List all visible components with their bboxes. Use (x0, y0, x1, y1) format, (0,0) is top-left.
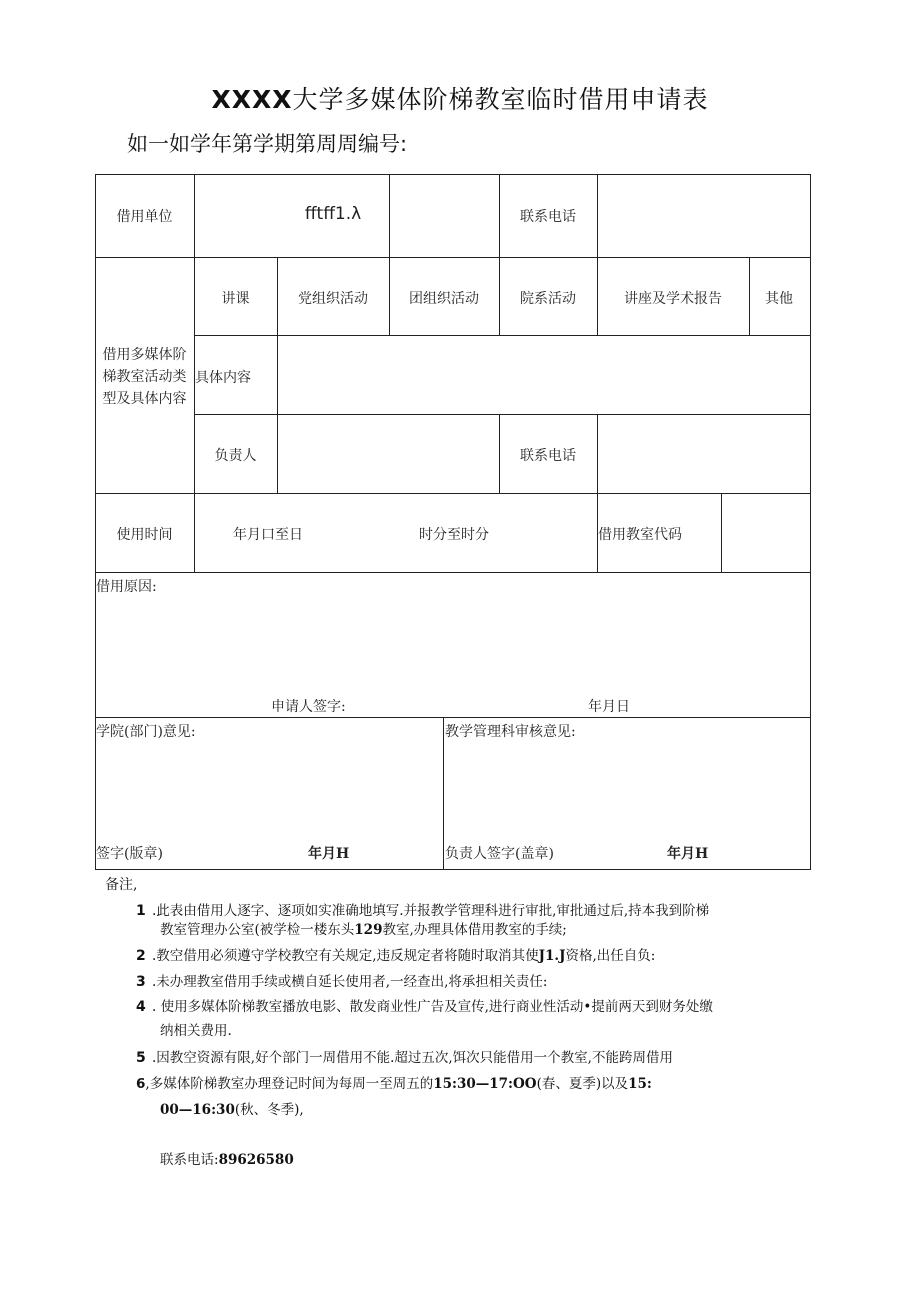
note-text (160, 1099, 304, 1121)
note-text: .因教空资源有限,好个部门一周借用不能.超过五次,饵次只能借用一个教室,不能跨周借用 (152, 1050, 673, 1066)
contact-phone-label: 联系电话 (520, 209, 576, 225)
note-number: 1 (136, 903, 146, 919)
note-number: 4 (136, 999, 146, 1015)
college-signature-label: 签字(版章) (96, 846, 163, 862)
college-date-label: 年月H (308, 846, 350, 862)
office-date-label: 年月H (667, 846, 709, 862)
row-divider (194, 414, 810, 415)
contact-label: 联系电话: (160, 1152, 219, 1168)
note-text-part: 教室管理办公室(被学检一楼东头 (160, 922, 355, 938)
col-divider (597, 414, 598, 573)
note-number: 6 (136, 1076, 146, 1092)
note-text (160, 919, 567, 941)
applicant-date-label: 年月日 (588, 699, 630, 715)
note-text-bold: 129 (354, 922, 383, 938)
note-text-bold: J1.J (538, 948, 566, 964)
col-divider (443, 717, 444, 869)
row-divider (95, 572, 810, 573)
note-text: 纳相关费用. (160, 1023, 232, 1039)
activity-type-label: 借用多媒体阶梯教室活动类型及具体内容 (102, 347, 187, 407)
note-text: .未办理教室借用手续或横自延长使用者,一经查出,将承担相关责任: (152, 974, 548, 990)
note-text: . 使用多媒体阶梯教室播放电影、散发商业性广告及宣传,进行商业性活动•提前两天到财务处缴 (152, 999, 713, 1015)
title-prefix: XXXX (211, 85, 293, 114)
contact-line (160, 1149, 294, 1171)
note-text (136, 1073, 652, 1095)
col-divider (721, 493, 722, 573)
col-divider (597, 174, 598, 336)
note-text: .此表由借用人逐字、逐项如实准确地填写.并报教学管理科进行审批,审批通过后,持本我到阶梯 (152, 903, 710, 919)
specific-content-label: 具体内容 (195, 370, 251, 386)
note-text (152, 945, 655, 967)
note-text-part: 教室,办理具体借用教室的手续; (382, 922, 567, 938)
activity-type-league[interactable]: 团组织活动 (409, 291, 479, 307)
activity-phone-label: 联系电话 (520, 448, 576, 464)
col-divider (499, 174, 500, 336)
borrow-reason-label: 借用原因: (96, 579, 157, 595)
classroom-code-label: 借用教室代码 (598, 527, 682, 543)
note-number: 3 (136, 974, 146, 990)
usage-time-label: 使用时间 (116, 527, 173, 543)
note-number: 5 (136, 1050, 146, 1066)
usage-date-range[interactable]: 年月口至日 (233, 527, 303, 543)
note-text-bold: 15:30—17:OO (433, 1076, 537, 1092)
note-number: 2 (136, 948, 146, 964)
col-divider (389, 174, 390, 258)
page-title (0, 80, 920, 116)
note-text-part: (秋、冬季), (234, 1102, 304, 1118)
office-opinion-label: 教学管理科审核意见: (445, 724, 576, 740)
usage-hour-range[interactable]: 时分至时分 (419, 527, 489, 543)
row-divider (95, 257, 810, 258)
note-text-part: (春、夏季)以及 (536, 1076, 629, 1092)
note-text-part: 资格,出任自负: (565, 948, 656, 964)
semester-line: 如一如学年第学期第周周编号: (127, 132, 408, 156)
person-in-charge-label: 负责人 (214, 448, 257, 464)
activity-type-lecture[interactable]: 讲课 (221, 291, 250, 307)
notes-heading: 备注, (105, 877, 138, 893)
office-signature-label: 负责人签字(盖章) (445, 846, 554, 862)
activity-type-seminar[interactable]: 讲座及学术报告 (624, 291, 722, 307)
contact-number: 89626580 (218, 1152, 294, 1168)
note-text-part: .教空借用必须遵守学校教空有关规定,违反规定者将随时取消其使 (152, 948, 539, 964)
row-divider (194, 335, 810, 336)
activity-type-party[interactable]: 党组织活动 (298, 291, 368, 307)
row-divider (95, 717, 810, 718)
applicant-signature-label: 申请人签字: (271, 699, 346, 715)
college-opinion-label: 学院(部门)意见: (96, 724, 196, 740)
title-text: 大学多媒体阶梯教室临时借用申请表 (292, 85, 709, 114)
borrower-unit-label: 借用单位 (116, 209, 173, 225)
note-text-bold: 15: (628, 1076, 652, 1092)
application-table (95, 174, 811, 870)
borrower-unit-value[interactable]: fftff1.λ (304, 204, 362, 224)
note-text-part: ,多媒体阶梯教室办理登记时间为每周一至周五的 (145, 1076, 434, 1092)
row-divider (95, 493, 810, 494)
activity-type-department[interactable]: 院系活动 (520, 291, 576, 307)
note-text-bold: 00—16:30 (160, 1102, 235, 1118)
activity-type-other[interactable]: 其他 (765, 291, 793, 307)
